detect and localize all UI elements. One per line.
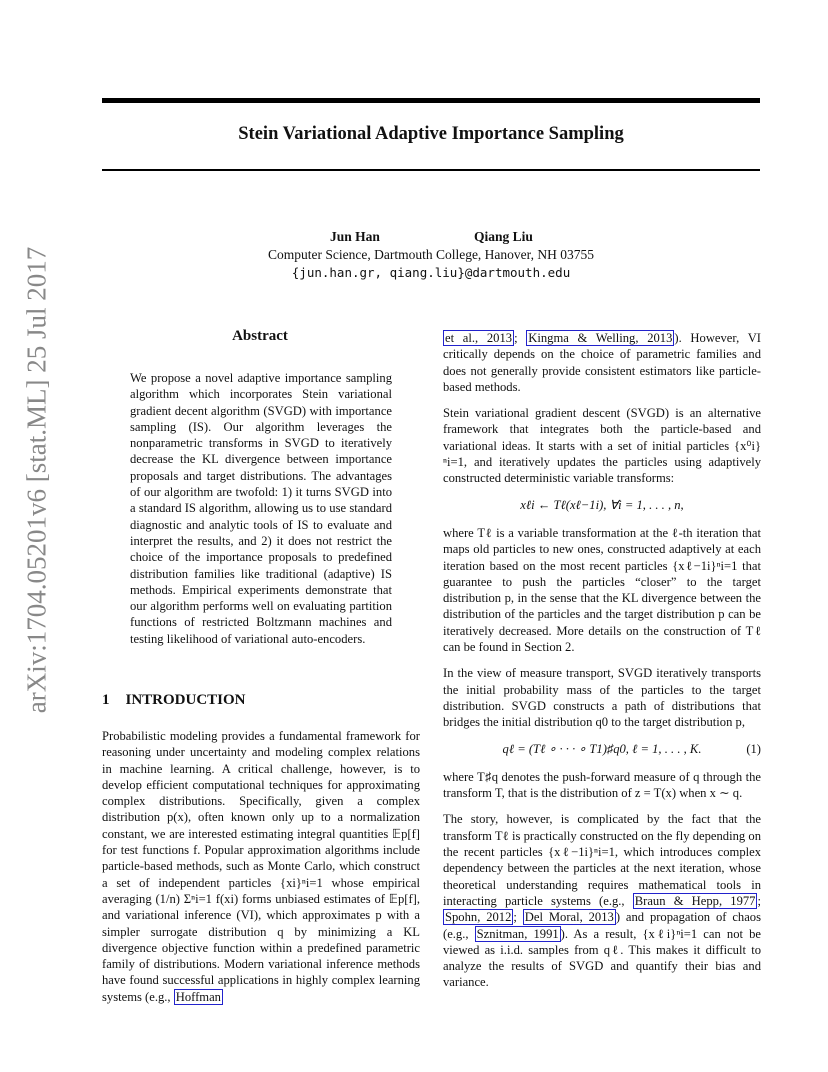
intro-left-column — [102, 728, 420, 1015]
citation-link[interactable]: Del Moral, 2013 — [524, 910, 614, 925]
arxiv-identifier: arXiv:1704.05201v6 [stat.ML] 25 Jul 2017 — [21, 246, 52, 714]
paragraph-text: The story, however, is complicated by the fact that the transform Tℓ is practically constructed on the fly depending on the recent particles {xℓ−1i}ⁿi=1, which introduces complex dependency between the particles at the next iteration, whose theoretical understanding requires mathematical tools in interacting particle systems (e.g., — [443, 812, 761, 908]
equation-number: (1) — [746, 741, 761, 756]
equation-body: qℓ = (Tℓ ∘ · · · ∘ T1)♯q0, ℓ = 1, . . . , K. — [502, 741, 702, 756]
paragraph-transform: where Tℓ is a variable transformation at the ℓ-th iteration that maps old particles to new ones, constructed adaptively at each iteration based on the most recent particles {xℓ−1i}ⁿi=1 that guarantee to push the particles “closer” to the target distribution p, in the sense that the KL divergence between the distribution of the particles and the target distribution p can be iteratively decreased. More details on the construction of Tℓ can be found in Section 2. — [443, 525, 761, 655]
citation-link[interactable]: Sznitman, 1991 — [476, 926, 559, 941]
equation-1 — [443, 741, 761, 757]
right-column — [443, 330, 761, 1001]
author-name-1: Jun Han — [330, 229, 380, 244]
citation-link[interactable]: Hoffman — [175, 989, 221, 1004]
intro-paragraph-1 — [102, 728, 420, 1005]
section-title: INTRODUCTION — [125, 692, 246, 708]
paper-title: Stein Variational Adaptive Importance Sampling — [238, 124, 624, 144]
abstract-text: We propose a novel adaptive importance sampling algorithm which incorporates Stein variational gradient decent algorithm (SVGD) with importance sampling (IS). Our algorithm leverages the nonparametric transforms in SVGD to iteratively decrease the KL divergence between importance proposals and target distributions. The advantages of our algorithm are twofold: 1) it turns SVGD into a standard IS algorithm, allowing us to use standard diagnostic and analytic tools of IS to evaluate and interpret the results, and 2) it does not restrict the choice of the importance proposals to predefined distribution families like traditional (adaptive) IS methods. Empirical experiments demonstrate that our algorithm performs well on evaluating partition functions of restricted Boltzmann machines and testing likelihood of variational auto-encoders. — [130, 371, 392, 646]
section-heading — [102, 692, 262, 709]
paragraph-pushforward: where T♯q denotes the push-forward measure of q through the transform T, that is the distribution of z = T(x) when x ∼ q. — [443, 769, 761, 801]
paragraph-text: ). However, VI critically depends on the choice of parametric families and does not generally provide consistent estimators like particle-based methods. — [443, 331, 761, 394]
citation-link[interactable]: Spohn, 2012 — [445, 910, 512, 925]
abstract-heading: Abstract — [232, 328, 288, 344]
citation-separator: ; — [513, 910, 523, 925]
author-names — [102, 228, 760, 246]
affiliation: Computer Science, Dartmouth College, Hanover, NH 03755 — [267, 247, 594, 262]
paragraph-story — [443, 811, 761, 990]
paragraph-vi-limits: et al., 2013 ; Kingma & Welling, 2013 ). However, VI critically depends on the choice of parametric families and does not generally provide consistent estimators like particle-based methods. — [443, 331, 761, 394]
title-top-rule — [102, 98, 760, 103]
author-name-2: Qiang Liu — [474, 229, 533, 244]
paragraph-measure-transport: In the view of measure transport, SVGD iteratively transports the initial probability mass of the particles to the target distribution. SVGD constructs a path of distributions that bridges the initial distribution q0 to the target distribution p, — [443, 666, 761, 730]
citation-link[interactable]: Braun & Hepp, 1977 — [634, 893, 756, 908]
title-bottom-rule — [102, 169, 760, 171]
citation-link[interactable]: Kingma & Welling, 2013 — [528, 331, 673, 345]
citation-separator: ; — [757, 893, 761, 908]
arxiv-side-label — [21, 246, 52, 714]
author-emails: {jun.han.gr, qiang.liu}@dartmouth.edu — [291, 265, 571, 280]
abstract-body — [130, 370, 392, 657]
paragraph-text: ). As a result, {xℓi}ⁿi=1 can not be viewed as i.i.d. samples from qℓ. This makes it difficult to analyze the results of SVGD and quantify their bias and variance. — [443, 926, 761, 990]
equation-particle-update: xℓi ← Tℓ(xℓ−1i), ∀i = 1, . . . , n, — [520, 497, 684, 512]
citation-link[interactable]: et al., 2013 — [445, 331, 513, 345]
section-number: 1 — [102, 692, 110, 708]
paragraph-text: ) and propagation of chaos (e.g., — [443, 910, 761, 941]
intro-text: Probabilistic modeling provides a fundamental framework for reasoning under uncertainty and modeling complex relations in machine learning. A critical challenge, however, is to develop efficient computational techniques for approximating complex distributions. Specifically, given a complex distribution p(x), often known only up to a normalization constant, we are interested estimating integral quantities 𝔼p[f] for test functions f. Popular approximation algorithms include particle-based methods, such as Monte Carlo, which construct a set of independent particles {xi}ⁿi=1 whose empirical averaging (1/n) Σⁿi=1 f(xi) forms unbiased estimates of 𝔼p[f], and variational inference (VI), which approximates p with a simpler surrogate distribution q by minimizing a KL divergence objective function within a predefined parametric family of distributions. Modern variational inference methods have found successful applications in highly complex learning systems (e.g., — [102, 729, 420, 1004]
paragraph-svgd-intro: Stein variational gradient descent (SVGD) is an alternative framework that integrates both the particle-based and variational ideas. It starts with a set of initial particles {x⁰i}ⁿi=1, and iteratively updates the particles using adaptively constructed deterministic variable transforms: — [443, 406, 761, 486]
author-block — [102, 228, 760, 282]
